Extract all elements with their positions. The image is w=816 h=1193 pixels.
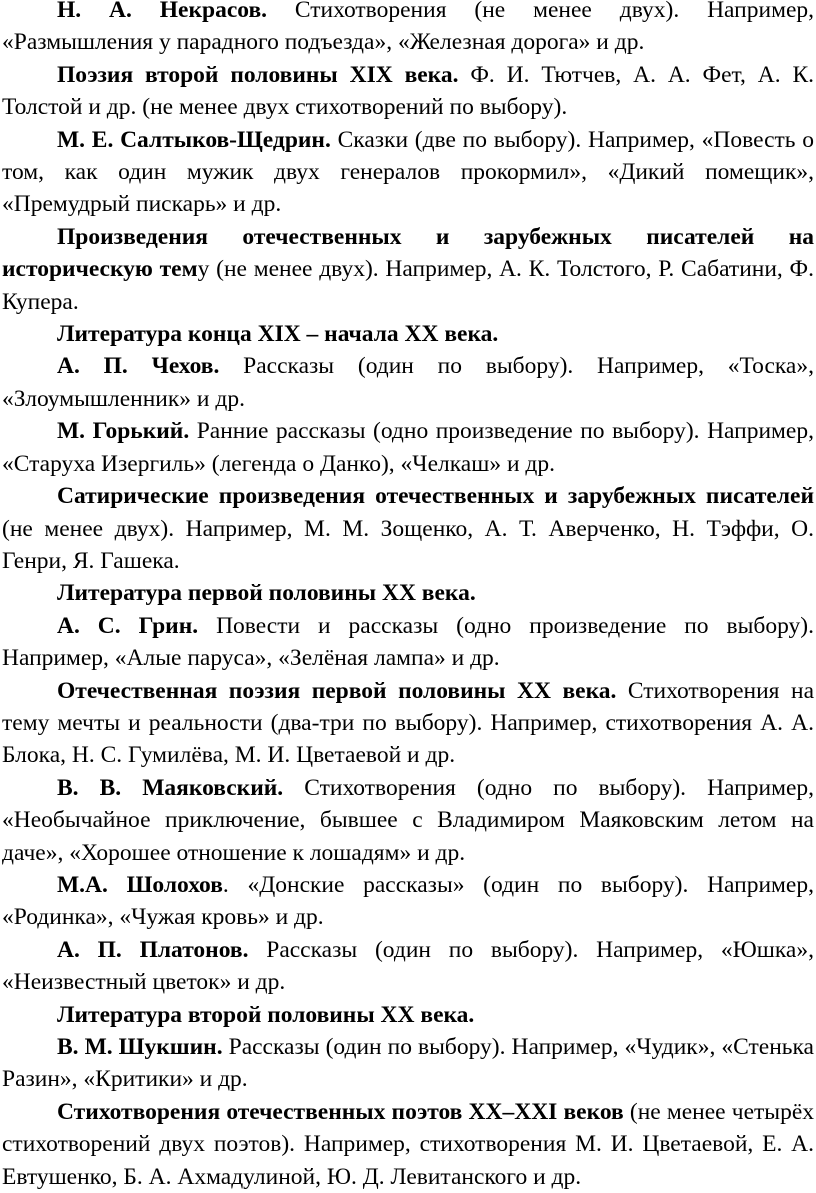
section-heading-late-xix: Литература конца XIX – начала XX века. [57, 321, 499, 348]
entry-text: Повести и рассказы (одно произведение по выбору). Например, «Алые паруса», «Зелёная лампа» и др. [2, 612, 814, 672]
entry-platonov [2, 934, 814, 999]
entry-text: Рассказы (один по выбору). Например, «Тоска», «Злоумышленник» и др. [2, 353, 814, 412]
entry-poets-xx-xxi [2, 1096, 814, 1193]
entry-text: (не менее двух). Например, М. М. Зощенко, А. Т. Аверченко, Н. Тэффи, О. Генри, Я. Гашека. [2, 515, 814, 574]
entry-lead: В. М. Шукшин. [57, 1034, 223, 1060]
entry-lead: А. С. Грин. [57, 612, 199, 639]
entry-lead: Произведения отечественных и зарубежных писателей на историческую тем [2, 223, 814, 283]
entry-lead: А. П. Платонов. [57, 936, 249, 963]
entry-satire [2, 480, 814, 577]
entry-gorky [2, 415, 814, 480]
section-heading-early-xx: Литература первой половины XX века. [57, 580, 476, 607]
entry-lead: М.А. Шолохов [57, 871, 223, 898]
entry-text: Стихотворения (одно по выбору). Например, «Необычайное приключение, бывшее с Владимиром Маяковским летом на даче», «Хорошее отношение к лошадям» и др. [2, 774, 814, 866]
entry-text: Рассказы (один по выбору). Например, «Юшка», «Неизвестный цветок» и др. [2, 936, 814, 996]
entry-text: Рассказы (один по выбору). Например, «Чудик», «Стенька Разин», «Критики» и др. [2, 1034, 814, 1093]
entry-text: . «Донские рассказы» (один по выбору). Например, «Родинка», «Чужая кровь» и др. [2, 871, 814, 931]
entry-saltykov [2, 124, 814, 221]
entry-text: (не менее четырёх стихотворений двух поэтов). Например, стихотворения М. И. Цветаевой, Е. А. Евтушенко, Б. А. Ахмадулиной, Ю. Д. Левитанского и др. [2, 1098, 815, 1190]
entry-lead: А. П. Чехов. [57, 353, 220, 380]
document-page [2, 0, 814, 1193]
entry-lead: Отечественная поэзия первой половины XX века. [57, 677, 617, 704]
entry-lead: Н. А. Некрасов. [57, 0, 268, 23]
entry-nekrasov [2, 0, 814, 59]
entry-mayakovsky [2, 772, 814, 869]
entry-grin [2, 610, 814, 675]
entry-shukshin [2, 1031, 814, 1096]
entry-text: Стихотворения (не менее двух). Например, «Размышления у парадного подъезда», «Железная дорога» и др. [2, 0, 815, 56]
entry-text: Сказки (две по выбору). Например, «Повесть о том, как один мужик двух генералов прокормил», «Дикий помещик», «Премудрый пискарь» и др. [2, 126, 814, 218]
entry-lead: Сатирические произведения отечественных и зарубежных писателей [57, 483, 814, 510]
entry-lead: В. В. Маяковский. [57, 774, 284, 801]
entry-lead: Поэзия второй половины XIX века. [57, 61, 459, 88]
entry-text: Стихотворения на тему мечты и реальности (два-три по выбору). Например, стихотворения А. А. Блока, Н. С. Гумилёва, М. И. Цветаевой и др. [2, 677, 814, 769]
entry-chekhov [2, 350, 814, 415]
entry-sholokhov [2, 869, 814, 934]
entry-text: Ранние рассказы (одно произведение по выбору). Например, «Старуха Изергиль» (легенда о Данко), «Челкаш» и др. [2, 418, 814, 477]
entry-poetry-early-xx [2, 675, 814, 772]
entry-text: у (не менее двух). Например, А. К. Толстого, Р. Сабатини, Ф. Купера. [2, 256, 814, 315]
section-heading-late-xx: Литература второй половины XX века. [57, 1001, 475, 1028]
entry-lead: М. Горький. [57, 418, 190, 445]
entry-poetry-xix [2, 59, 814, 124]
entry-lead: Стихотворения отечественных поэтов XX–XXI веков [57, 1098, 624, 1125]
entry-lead: М. Е. Салтыков-Щедрин. [57, 126, 331, 153]
entry-historical [2, 221, 814, 318]
entry-text: Ф. И. Тютчев, А. А. Фет, А. К. Толстой и др. (не менее двух стихотворений по выбору). [2, 61, 814, 121]
